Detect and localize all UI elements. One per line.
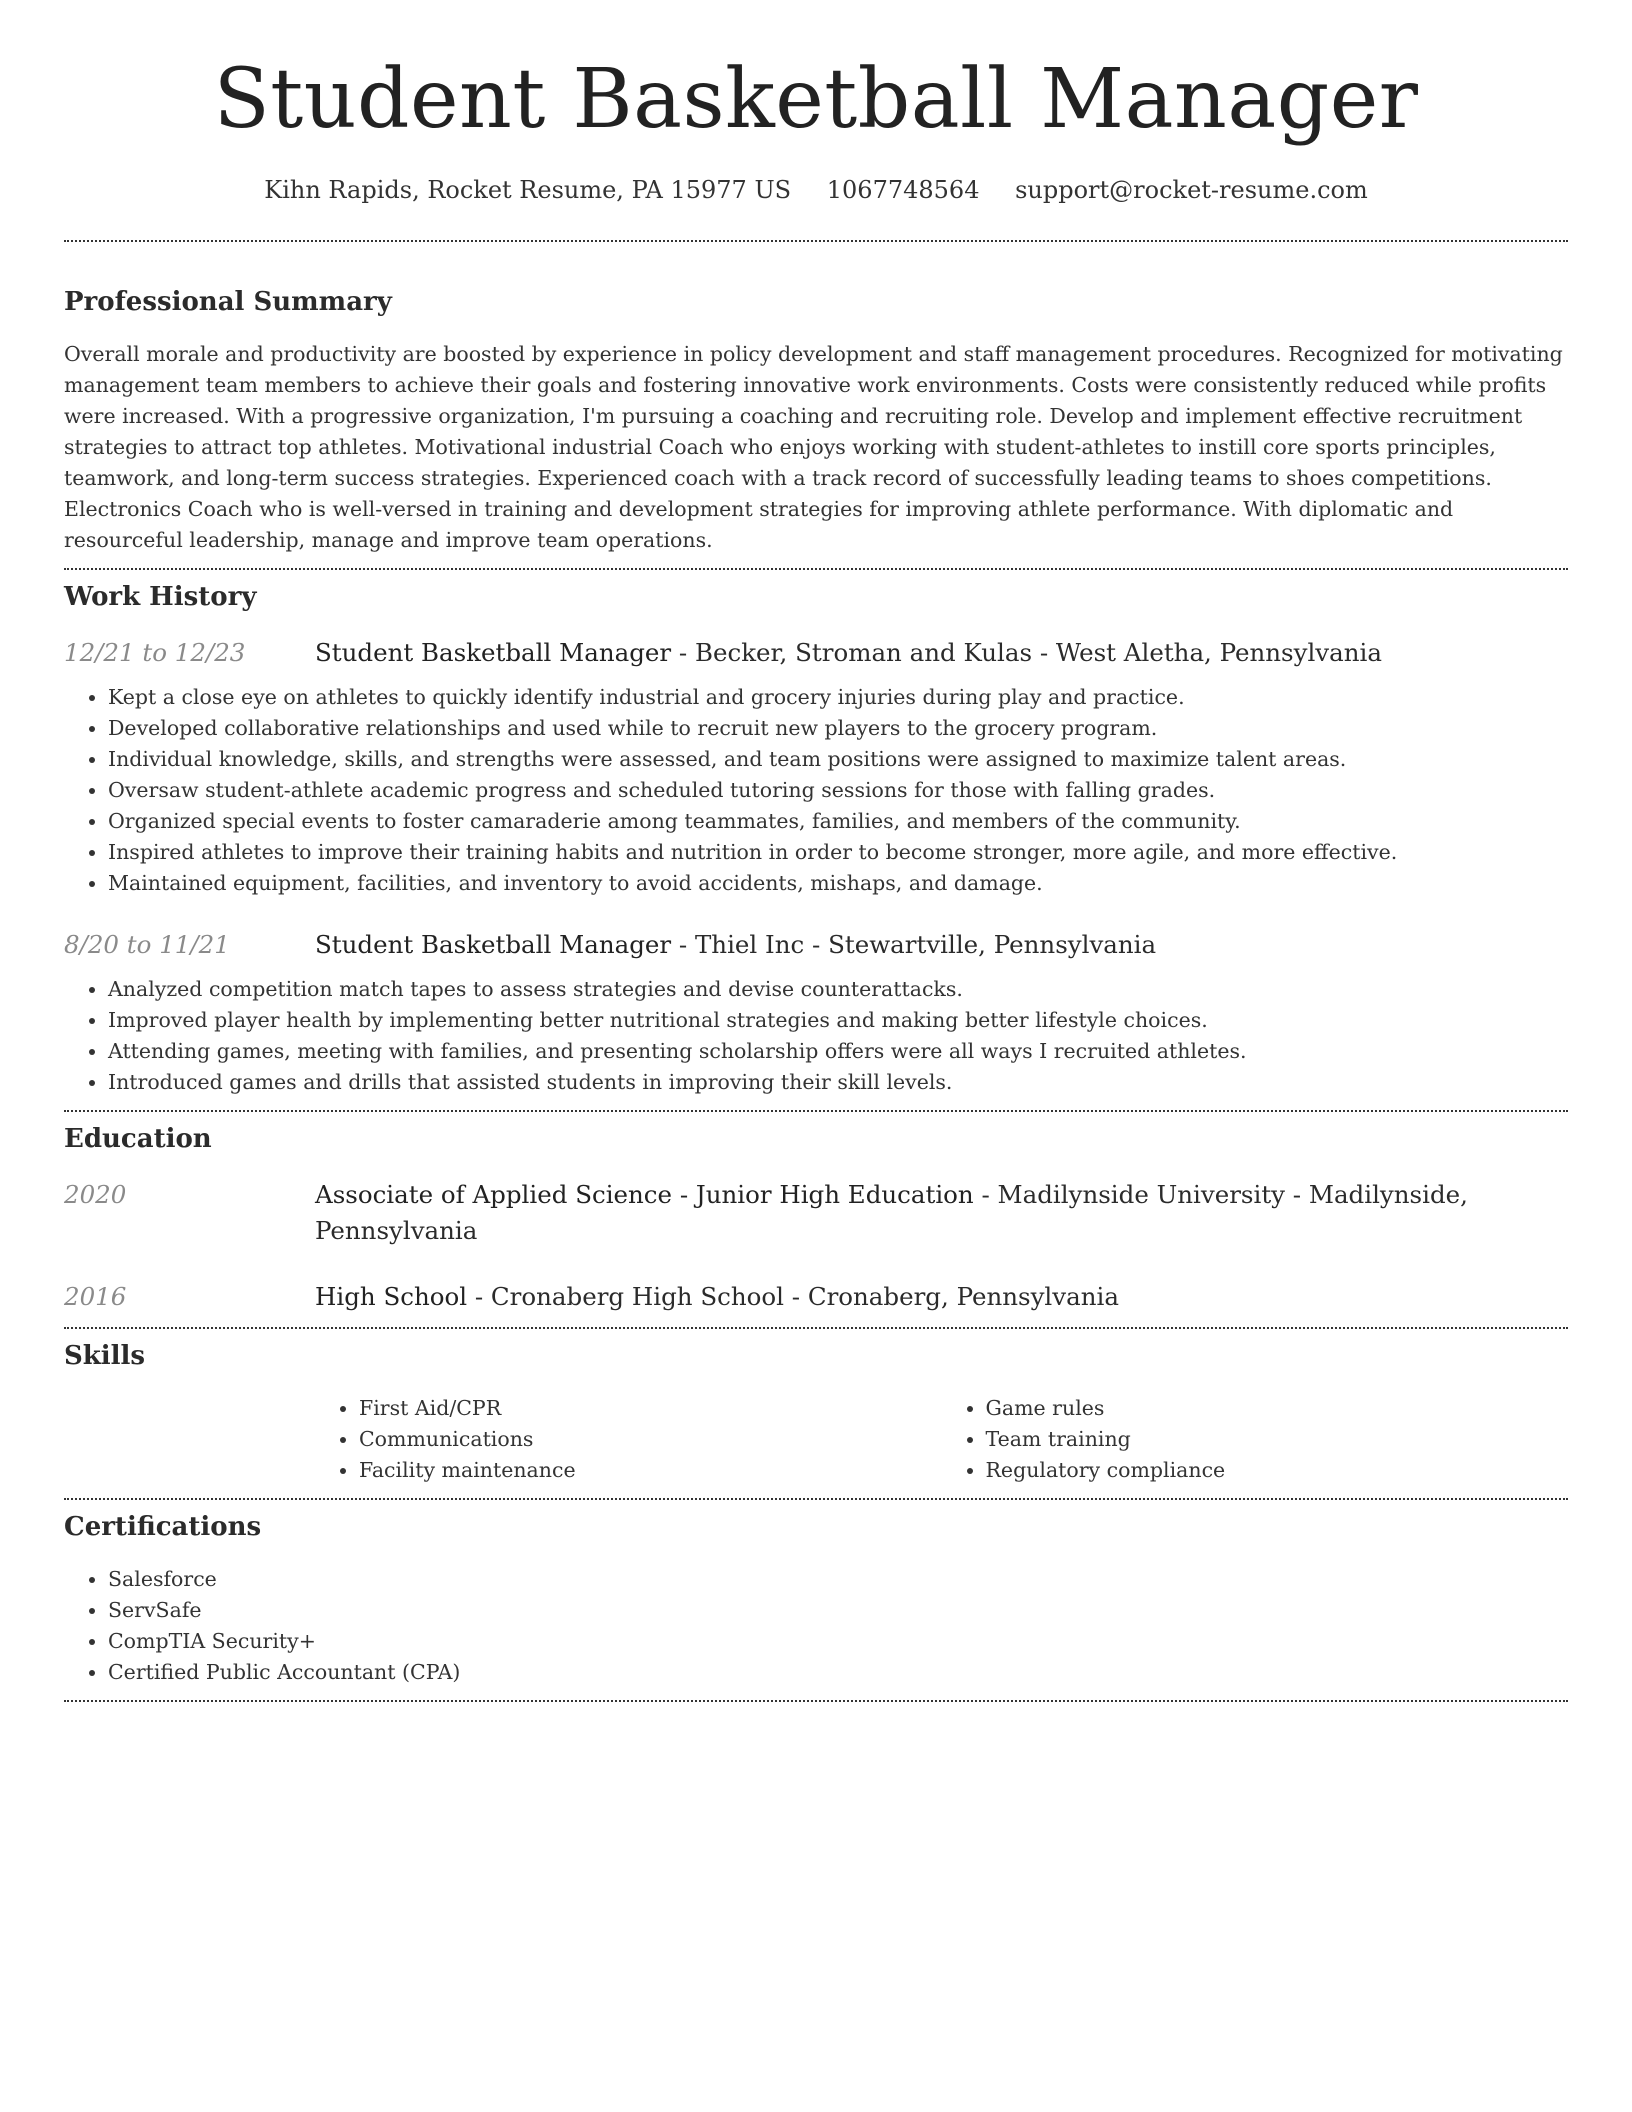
list-item: • Organized special events to foster camaraderie among teammates, families, and members of the community. <box>108 806 1568 837</box>
skills-column-left <box>315 1393 942 1486</box>
job-bullets <box>64 974 1568 1098</box>
list-item: • Oversaw student-athlete academic progress and scheduled tutoring sessions for those with falling grades. <box>108 775 1568 806</box>
education-entry <box>64 1177 1568 1249</box>
skills-column-right <box>942 1393 1569 1486</box>
divider <box>64 1110 1568 1112</box>
job-entry <box>64 927 1568 1098</box>
education-degree: High School <box>315 1282 468 1311</box>
education-year: 2016 <box>64 1282 127 1311</box>
job-employer: - Becker, Stroman and Kulas - West Aletha, Pennsylvania <box>671 638 1382 667</box>
list-item: • Improved player health by implementing better nutritional strategies and making better lifestyle choices. <box>108 1005 1568 1036</box>
job-title <box>315 635 1382 671</box>
divider <box>64 1327 1568 1329</box>
education-year: 2020 <box>64 1180 127 1209</box>
job-header <box>64 635 1568 671</box>
education-entry <box>64 1279 1568 1315</box>
contact-address: Kihn Rapids, Rocket Resume, PA 15977 US <box>264 176 792 204</box>
list-item: • Team training <box>986 1424 1569 1455</box>
list-item: • Inspired athletes to improve their training habits and nutrition in order to become stronger, more agile, and more effective. <box>108 837 1568 868</box>
list-item: • Individual knowledge, skills, and strengths were assessed, and team positions were assigned to maximize talent areas. <box>108 744 1568 775</box>
list-item: • Maintained equipment, facilities, and inventory to avoid accidents, mishaps, and damage. <box>108 868 1568 899</box>
section-title-certifications: Certifications <box>64 1512 262 1542</box>
list-item: • Facility maintenance <box>359 1455 942 1486</box>
list-item: • Certified Public Accountant (CPA) <box>108 1657 1568 1688</box>
list-item: • CompTIA Security+ <box>108 1626 1568 1657</box>
list-item: • Attending games, meeting with families, and presenting scholarship offers were all ways I recruited athletes. <box>108 1036 1568 1067</box>
divider <box>64 568 1568 570</box>
education-title <box>315 1279 1119 1315</box>
job-role: Student Basketball Manager <box>315 638 672 667</box>
job-role: Student Basketball Manager <box>315 930 672 959</box>
divider <box>64 1498 1568 1500</box>
section-title-education: Education <box>64 1124 212 1154</box>
list-item: • Developed collaborative relationships and used while to recruit new players to the grocery program. <box>108 713 1568 744</box>
list-item: • Salesforce <box>108 1564 1568 1595</box>
resume-name: Student Basketball Manager <box>213 52 1419 147</box>
education-title <box>315 1177 1568 1249</box>
job-header <box>64 927 1568 963</box>
contact-email: support@rocket-resume.com <box>1015 176 1368 204</box>
contact-line <box>64 174 1568 206</box>
job-dates: 12/21 to 12/23 <box>64 638 246 667</box>
section-title-skills: Skills <box>64 1341 146 1371</box>
summary-text: Overall morale and productivity are boosted by experience in policy development and staff management procedures. Recognized for motivating management team members to achieve their goals and fostering innovative work environments. Costs were consistently reduced while profits were increased. With a progressive organization, I'm pursuing a coaching and recruiting role. Develop and implement effective recruitment strategies to attract top athletes. Motivational industrial Coach who enjoys working with student-athletes to instill core sports principles, teamwork, and long-term success strategies. Experienced coach with a track record of successfully leading teams to shoes competitions. Electronics Coach who is well-versed in training and development strategies for improving athlete performance. With diplomatic and resourceful leadership, manage and improve team operations. <box>64 342 1563 552</box>
education-degree: Associate of Applied Science - Junior High Education <box>315 1180 974 1209</box>
job-bullets <box>64 682 1568 899</box>
list-item: • Communications <box>359 1424 942 1455</box>
list-item: • First Aid/CPR <box>359 1393 942 1424</box>
education-school: - Cronaberg High School - Cronaberg, Pennsylvania <box>467 1282 1119 1311</box>
list-item: • ServSafe <box>108 1595 1568 1626</box>
job-employer: - Thiel Inc - Stewartville, Pennsylvania <box>671 930 1157 959</box>
divider <box>64 240 1568 242</box>
job-entry <box>64 635 1568 899</box>
job-dates: 8/20 to 11/21 <box>64 930 230 959</box>
section-title-work: Work History <box>64 582 257 612</box>
list-item: • Game rules <box>986 1393 1569 1424</box>
certifications-list <box>64 1564 1568 1688</box>
section-title-summary: Professional Summary <box>64 287 392 317</box>
education-school: - Madilynside University - Madilynside, Pennsylvania <box>315 1180 1468 1245</box>
list-item: • Kept a close eye on athletes to quickly identify industrial and grocery injuries during play and practice. <box>108 682 1568 713</box>
list-item: • Analyzed competition match tapes to assess strategies and devise counterattacks. <box>108 974 1568 1005</box>
list-item: • Introduced games and drills that assisted students in improving their skill levels. <box>108 1067 1568 1098</box>
skills-list <box>315 1393 1568 1486</box>
job-title <box>315 927 1156 963</box>
divider <box>64 1700 1568 1702</box>
list-item: • Regulatory compliance <box>986 1455 1569 1486</box>
contact-phone: 1067748564 <box>826 176 980 204</box>
